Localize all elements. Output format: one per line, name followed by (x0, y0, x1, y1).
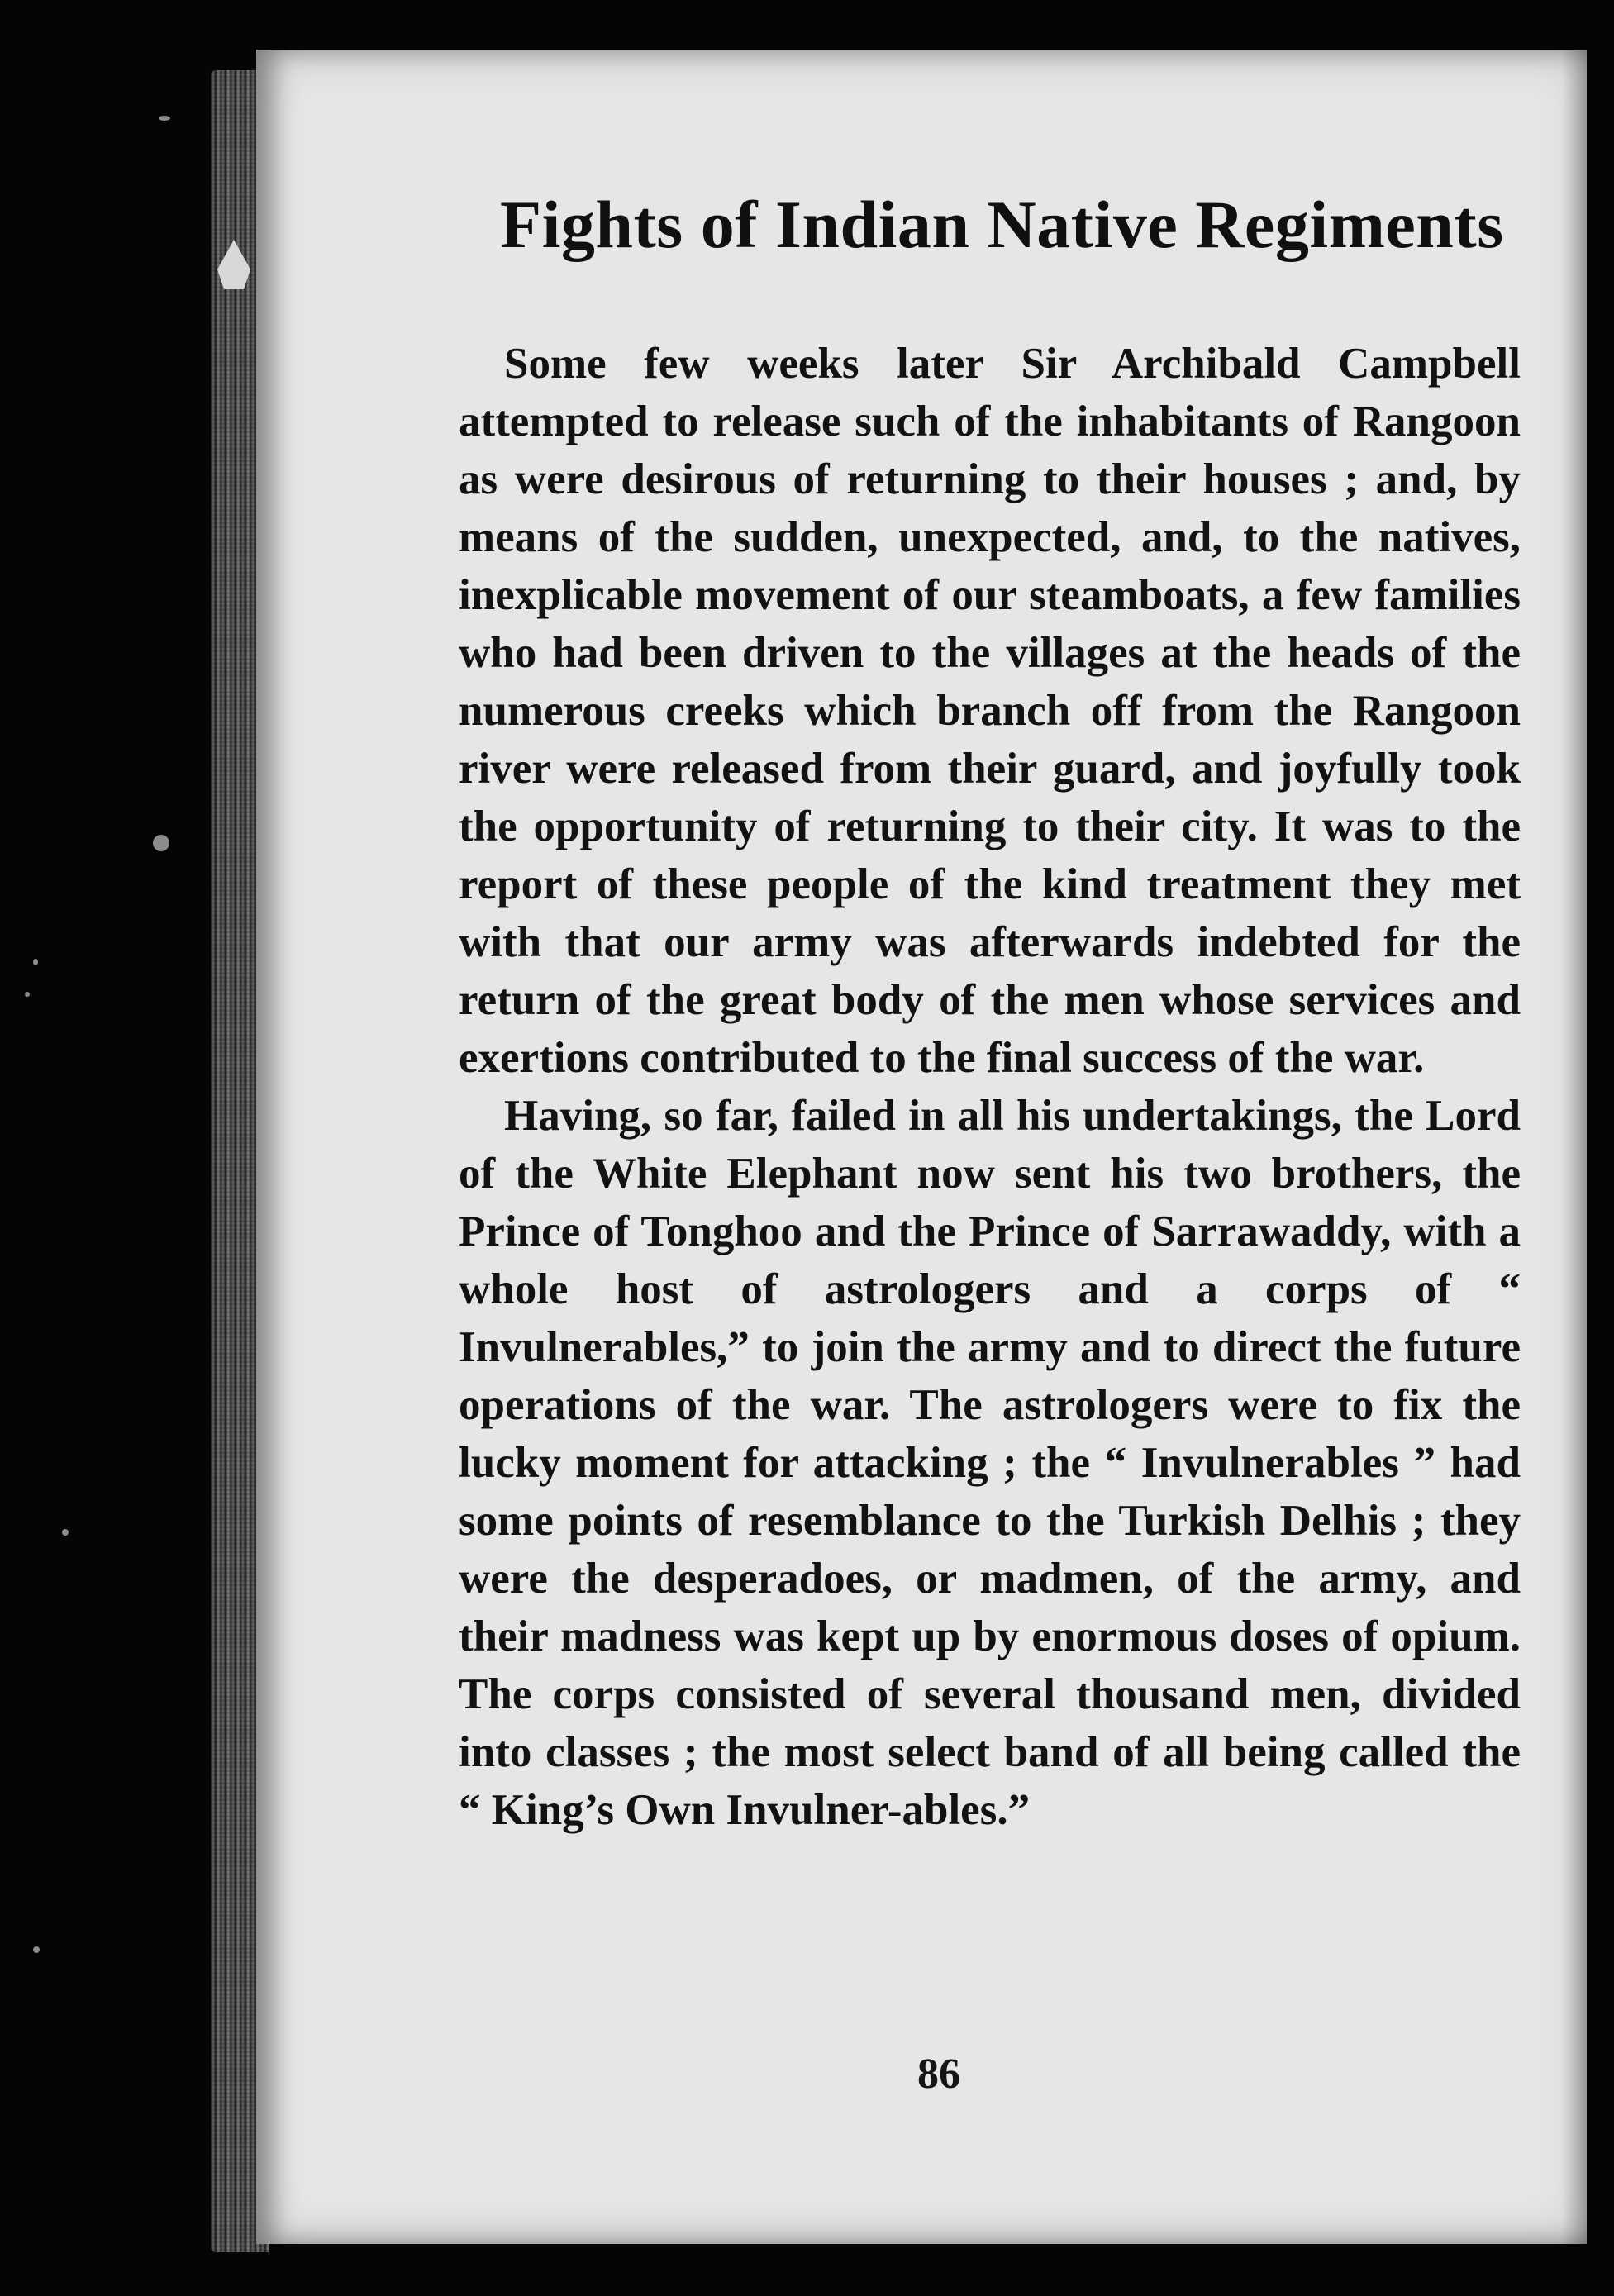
paragraph-1: Some few weeks later Sir Archibald Campbell attempted to release such of the inhabitants of Rangoon as were desirous of returning to their houses ; and, by means of the sudden, unexpected, and, to the natives, inexplicable movement of our steamboats, a few families who had been driven to the villages at the heads of the numerous creeks which branch off from the Rangoon river were released from their guard, and joyfully took the opportunity of returning to their city. It was to the report of these people of the kind treatment they met with that our army was afterwards indebted for the return of the great body of the men whose services and exertions contributed to the final success of the war. (459, 340, 1521, 1082)
page-number: 86 (917, 2051, 960, 2098)
border-speck (33, 1946, 40, 1953)
body-text (459, 335, 1521, 1839)
border-speck (159, 116, 170, 121)
border-speck (33, 959, 38, 965)
border-speck (62, 1529, 69, 1536)
running-head: Fights of Indian Native Regiments (500, 187, 1504, 262)
paragraph-2: Having, so far, failed in all his undertakings, the Lord of the White Elephant now sent his two brothers, the Prince of Tonghoo and the Prince of Sarrawaddy, with a whole host of astrologers and a corps of “ Invulnerables,” to join the army and to direct the future operations of the war. The astrologers were to fix the lucky moment for attacking ; the “ Invulnerables ” had some points of resemblance to the Turkish Delhis ; they were the desperadoes, or madmen, of the army, and their madness was kept up by enormous doses of opium. The corps consisted of several thousand men, divided into classes ; the most select band of all being called the “ King’s Own Invulner-ables.” (459, 1092, 1521, 1834)
border-speck (153, 835, 169, 851)
page-gutter-shadow (1562, 50, 1587, 2244)
book-page (256, 50, 1587, 2244)
border-speck (25, 992, 30, 997)
